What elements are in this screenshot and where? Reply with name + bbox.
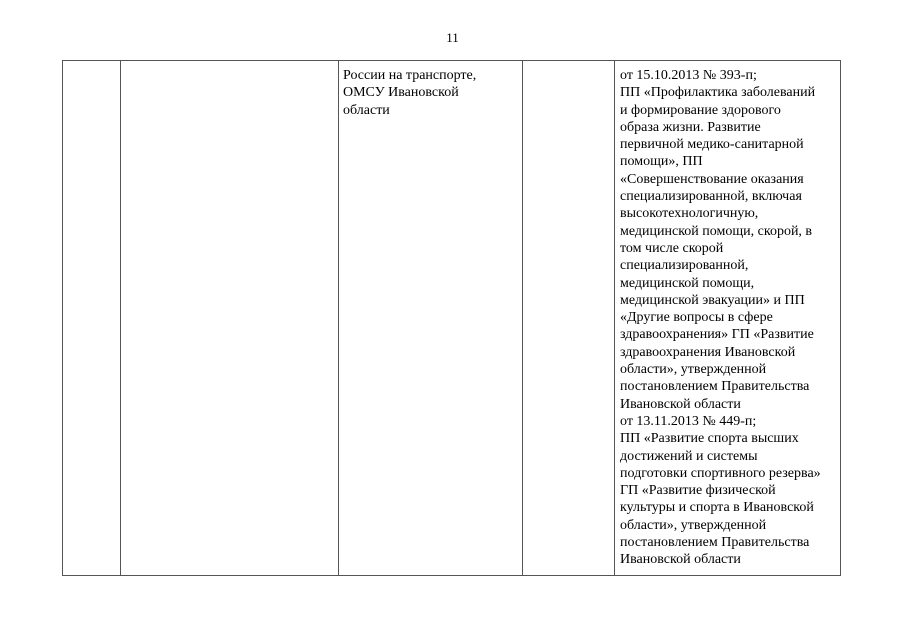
text-line: подготовки спортивного резерва» — [620, 465, 821, 481]
text-line: области», утвержденной — [620, 517, 767, 533]
text-line: Ивановской области — [620, 396, 741, 412]
text-line: первичной медико-санитарной — [620, 137, 804, 153]
text-line: области», утвержденной — [620, 362, 767, 378]
text-line: ОМСУ Ивановской — [343, 85, 459, 101]
text-line: специализированной, — [620, 258, 749, 274]
text-line: культуры и спорта в Ивановской — [620, 500, 814, 516]
text-line: ПП «Профилактика заболеваний — [620, 85, 816, 101]
text-line: и формирование здорового — [620, 102, 781, 118]
text-line: том числе скорой — [620, 240, 724, 256]
text-line: специализированной, включая — [620, 189, 802, 205]
text-line: постановлением Правительства — [620, 535, 810, 551]
text-line: здравоохранения» ГП «Развитие — [620, 327, 814, 343]
text-line: «Другие вопросы в сфере — [620, 310, 773, 326]
cell-responsible-executors — [343, 67, 476, 119]
column-divider — [522, 61, 523, 575]
cell-programs — [620, 67, 821, 569]
text-line: «Совершенствование оказания — [620, 171, 804, 187]
text-line: ГП «Развитие физической — [620, 483, 776, 499]
text-line: медицинской эвакуации» и ПП — [620, 292, 805, 308]
text-line: здравоохранения Ивановской — [620, 344, 796, 360]
text-line: образа жизни. Развитие — [620, 119, 761, 135]
text-line: от 13.11.2013 № 449-п; — [620, 413, 757, 429]
page-number: 11 — [446, 30, 459, 45]
text-line: достижений и системы — [620, 448, 758, 464]
column-divider — [614, 61, 615, 575]
text-line: медицинской помощи, — [620, 275, 755, 291]
text-line: медицинской помощи, скорой, в — [620, 223, 813, 239]
document-table — [62, 60, 841, 576]
text-line: области — [343, 102, 390, 118]
text-line: ПП «Развитие спорта высших — [620, 431, 799, 447]
column-divider — [338, 61, 339, 575]
text-line: от 15.10.2013 № 393-п; — [620, 68, 757, 83]
column-divider — [120, 61, 121, 575]
text-line: Ивановской области — [620, 552, 741, 568]
text-line: России на транспорте, — [343, 68, 477, 83]
text-line: постановлением Правительства — [620, 379, 810, 395]
text-line: высокотехнологичную, — [620, 206, 759, 222]
text-line: помощи», ПП — [620, 154, 703, 170]
